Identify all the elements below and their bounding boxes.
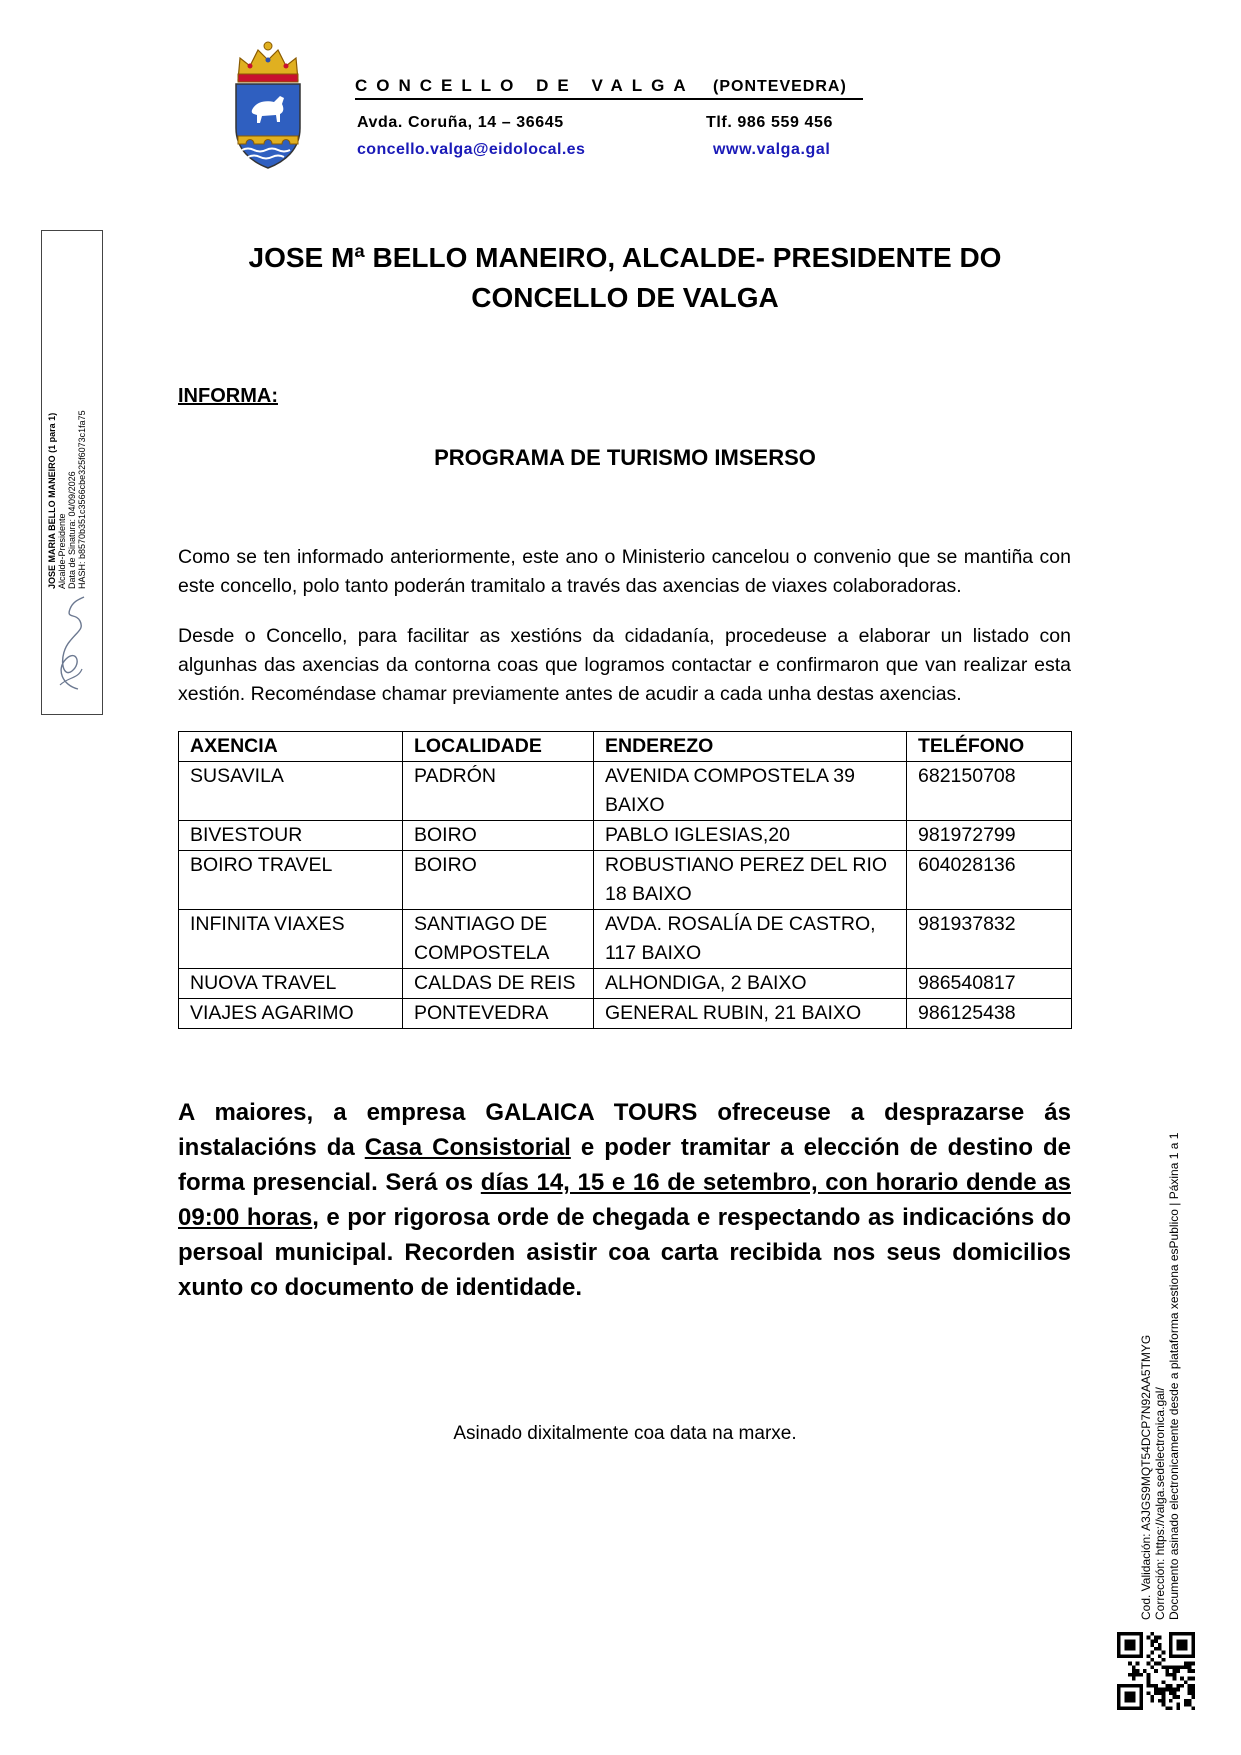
phone-cell: 986125438 <box>907 999 1072 1029</box>
document-title <box>180 238 1070 318</box>
locality-cell: PONTEVEDRA <box>403 999 594 1029</box>
table-row <box>179 851 1072 910</box>
program-title: PROGRAMA DE TURISMO IMSERSO <box>434 445 816 470</box>
title-line-2: CONCELLO DE VALGA <box>471 282 779 313</box>
table-row <box>179 821 1072 851</box>
org-name: CONCELLO DE VALGA <box>355 76 695 95</box>
address-cell: AVDA. ROSALÍA DE CASTRO, 117 BAIXO <box>594 910 907 969</box>
signature-stamp-line1: JOSE MARIA BELLO MANEIRO (1 para 1) <box>47 412 57 589</box>
header-agency: AXENCIA <box>179 732 403 762</box>
validation-code: Cod. Validación: A3JGS9MQT54DCP7N92AA5TMYG <box>1139 1334 1153 1620</box>
header-phone: TELÉFONO <box>907 732 1072 762</box>
header-underline <box>355 98 863 100</box>
title-line-1: JOSE Mª BELLO MANEIRO, ALCALDE- PRESIDENTE DO <box>248 242 1002 273</box>
locality-cell: BOIRO <box>403 821 594 851</box>
address-cell: PABLO IGLESIAS,20 <box>594 821 907 851</box>
paragraph-2: Desde o Concello, para facilitar as xestións da cidadanía, procedeuse a elaborar un listado con algunhas das axencias da contorna coas que logramos contactar e confirmaron que van realizar esta xestión. Recoméndase chamar previamente antes de acudir a cada unha destas axencias. <box>178 625 1071 705</box>
agency-cell: NUOVA TRAVEL <box>179 969 403 999</box>
agency-cell: BOIRO TRAVEL <box>179 851 403 910</box>
notice-text-2: e poder tramitar a elección de destino de forma presencial. Será os <box>178 1134 1072 1196</box>
notice-underline-1: Casa Consistorial <box>364 1134 571 1161</box>
table-header-row <box>179 732 1072 762</box>
notice-text-3: , e por rigorosa orde de chegada e respectando as indicacións do persoal municipal. Recorden asistir coa carta recibida nos seus domicilios xunto co documento de identidade. <box>178 1204 1072 1301</box>
province: (PONTEVEDRA) <box>713 78 847 95</box>
notice-text-1: A maiores, a empresa GALAICA TOURS ofreceuse a desprazarse ás instalacións da <box>178 1099 1071 1161</box>
header-address: ENDEREZO <box>594 732 907 762</box>
phone-cell: 981937832 <box>907 910 1072 969</box>
signature-stamp-line3: Data de Sinatura: 04/09/2026 <box>67 471 77 589</box>
validation-url: Corrección: https://valga.sedelectronica.gal/ <box>1153 1387 1167 1620</box>
agency-table <box>178 731 1072 1029</box>
website-link[interactable]: www.valga.gal <box>713 141 831 158</box>
signature-stamp-line4: HASH: b8570b351c3566cbe325f6073c1fa75 <box>77 410 87 589</box>
notice-paragraph <box>178 1095 1071 1305</box>
table-row <box>179 969 1072 999</box>
agency-cell: VIAJES AGARIMO <box>179 999 403 1029</box>
signature-stamp <box>41 230 103 715</box>
email-link[interactable]: concello.valga@eidolocal.es <box>357 141 586 158</box>
informa-heading: INFORMA: <box>178 385 278 407</box>
address-cell: ROBUSTIANO PEREZ DEL RIO 18 BAIXO <box>594 851 907 910</box>
phone-cell: 604028136 <box>907 851 1072 910</box>
table-row <box>179 910 1072 969</box>
address-cell: AVENIDA COMPOSTELA 39 BAIXO <box>594 762 907 821</box>
digital-signature-note: Asinado dixitalmente coa data na marxe. <box>453 1423 797 1444</box>
qr-code-icon[interactable] <box>1117 1632 1195 1710</box>
signature-stamp-line2: Alcalde-Presidente <box>57 513 67 589</box>
address-cell: ALHONDIGA, 2 BAIXO <box>594 969 907 999</box>
locality-cell: PADRÓN <box>403 762 594 821</box>
table-row <box>179 999 1072 1029</box>
locality-cell: SANTIAGO DE COMPOSTELA <box>403 910 594 969</box>
phone: Tlf. 986 559 456 <box>706 114 834 131</box>
header-locality: LOCALIDADE <box>403 732 594 762</box>
paragraph-1: Como se ten informado anteriormente, este ano o Ministerio cancelou o convenio que se mantiña con este concello, polo tanto poderán tramitalo a través das axencias de viaxes colaboradoras. <box>178 546 1071 597</box>
agency-cell: BIVESTOUR <box>179 821 403 851</box>
locality-cell: CALDAS DE REIS <box>403 969 594 999</box>
locality-cell: BOIRO <box>403 851 594 910</box>
address-cell: GENERAL RUBIN, 21 BAIXO <box>594 999 907 1029</box>
phone-cell: 986540817 <box>907 969 1072 999</box>
agency-cell: INFINITA VIAXES <box>179 910 403 969</box>
phone-cell: 682150708 <box>907 762 1072 821</box>
validation-platform: Documento asinado electronicamente desde a plataforma xestiona esPublico | Páxina 1 a 1 <box>1167 1132 1181 1620</box>
table-row <box>179 762 1072 821</box>
phone-cell: 981972799 <box>907 821 1072 851</box>
valga-crest-icon <box>230 36 306 170</box>
address: Avda. Coruña, 14 – 36645 <box>357 114 564 131</box>
notice-underline-2: días 14, 15 e 16 de setembro, con horario dende as 09:00 horas <box>178 1169 1071 1231</box>
agency-cell: SUSAVILA <box>179 762 403 821</box>
handwritten-signature-icon <box>48 589 94 699</box>
